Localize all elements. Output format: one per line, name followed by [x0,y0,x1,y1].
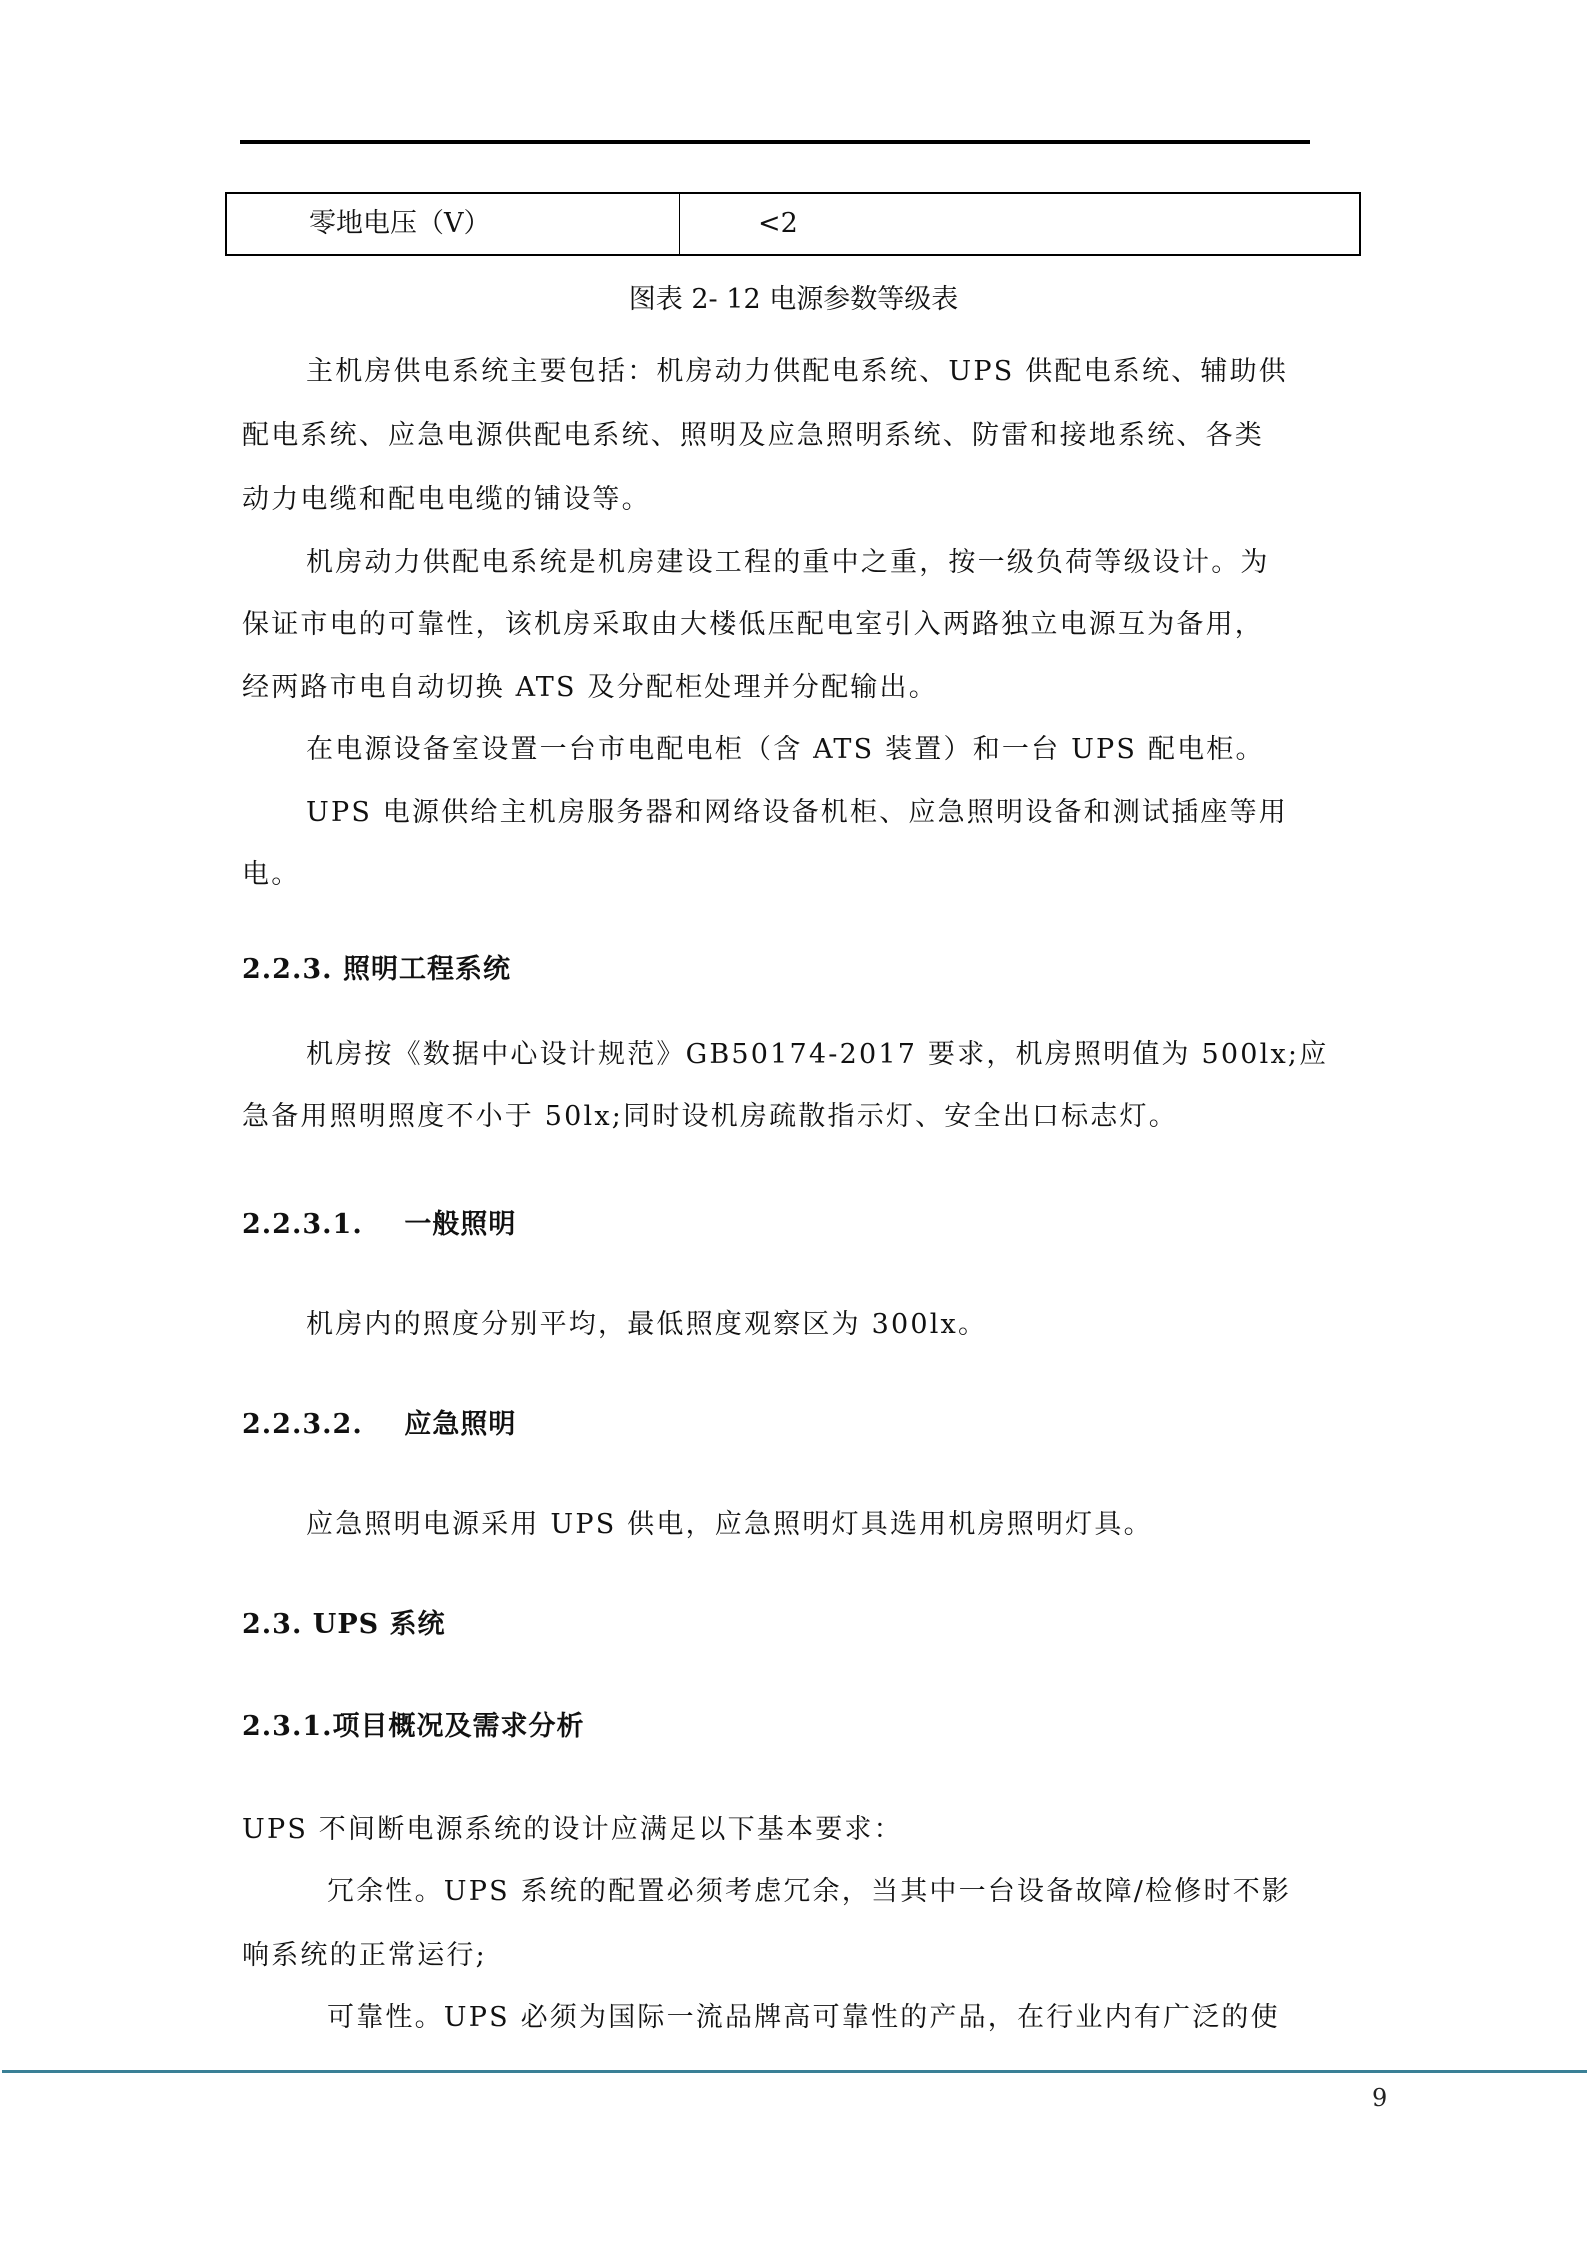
paragraph-line: 电。 [242,859,301,890]
paragraph-line: 急备用照明照度不小于 50lx;同时设机房疏散指示灯、安全出口标志灯。 [242,1101,1178,1132]
paragraph-line: 在电源设备室设置一台市电配电柜（含 ATS 装置）和一台 UPS 配电柜。 [306,734,1265,765]
paragraph-line: UPS 电源供给主机房服务器和网络设备机柜、应急照明设备和测试插座等用 [306,797,1288,828]
section-heading-2-2-3-1: 2.2.3.1. 一般照明 [242,1209,517,1240]
section-heading-2-2-3-2: 2.2.3.2. 应急照明 [242,1409,517,1440]
section-heading-2-3-1: 2.3.1.项目概况及需求分析 [242,1711,585,1742]
footer-rule [2,2070,1587,2073]
paragraph-line: 经两路市电自动切换 ATS 及分配柜处理并分配输出。 [242,672,938,703]
paragraph-line: 应急照明电源采用 UPS 供电，应急照明灯具选用机房照明灯具。 [306,1509,1153,1540]
section-heading-2-2-3: 2.2.3. 照明工程系统 [242,954,511,985]
table-cell-value: <2 [758,208,798,239]
paragraph-line: 配电系统、应急电源供配电系统、照明及应急照明系统、防雷和接地系统、各类 [242,420,1264,451]
paragraph-line: 机房动力供配电系统是机房建设工程的重中之重，按一级负荷等级设计。为 [306,547,1270,578]
paragraph-line: 机房内的照度分别平均，最低照度观察区为 300lx。 [306,1309,988,1340]
paragraph-line: 冗余性。UPS 系统的配置必须考虑冗余，当其中一台设备故障/检修时不影 [327,1876,1292,1907]
table-cell-parameter: 零地电压（V） [227,194,680,254]
paragraph-line: UPS 不间断电源系统的设计应满足以下基本要求： [242,1814,903,1845]
paragraph-line: 主机房供电系统主要包括：机房动力供配电系统、UPS 供配电系统、辅助供 [306,356,1288,387]
paragraph-line: 机房按《数据中心设计规范》GB50174-2017 要求，机房照明值为 500lx;应 [306,1039,1329,1070]
section-heading-2-3: 2.3. UPS 系统 [242,1609,446,1640]
paragraph-line: 动力电缆和配电电缆的铺设等。 [242,484,651,515]
paragraph-line: 响系统的正常运行; [242,1940,487,1971]
table-caption: 图表 2- 12 电源参数等级表 [628,284,959,315]
paragraph-line: 保证市电的可靠性，该机房采取由大楼低压配电室引入两路独立电源互为备用， [242,609,1264,640]
paragraph-line: 可靠性。UPS 必须为国际一流品牌高可靠性的产品，在行业内有广泛的使 [327,2002,1280,2033]
power-parameter-table-row [225,192,1361,256]
header-rule [240,140,1310,144]
page-number: 9 [1372,2084,1388,2112]
